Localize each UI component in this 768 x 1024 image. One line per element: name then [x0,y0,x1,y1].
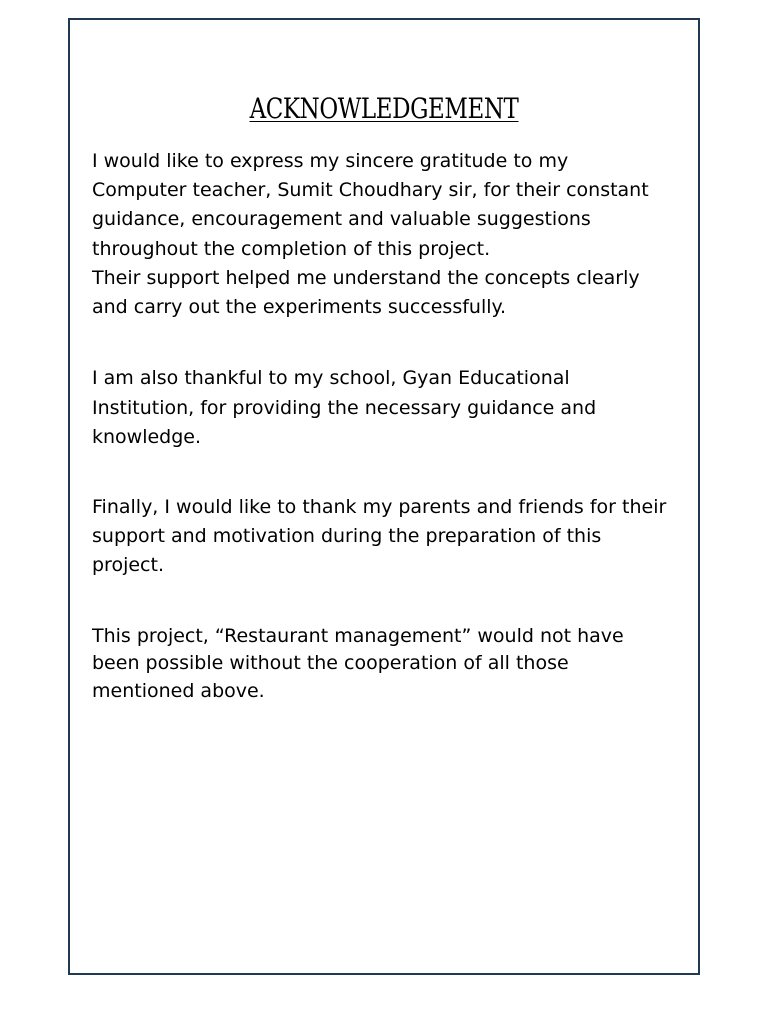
page-border-frame [68,18,700,975]
project-closing-paragraph: This project, “Restaurant management” would not have been possible without the cooperation of all those mentioned above. [92,625,624,702]
gratitude-school-paragraph: I am also thankful to my school, Gyan Educational Institution, for providing the necessary guidance and knowledge. [92,367,597,448]
gratitude-teacher-paragraph: I would like to express my sincere gratitude to my Computer teacher, Sumit Choudhary sir, for their constant guidance, encouragement and valuable suggestions throughout the completion of this project. Their support helped me understand the concepts clearly and carry out the experiments successfully. [92,150,649,319]
gratitude-family-paragraph: Finally, I would like to thank my parents and friends for their support and motivation during the preparation of this project. [92,496,667,577]
page-title: ACKNOWLEDGEMENT [249,92,519,125]
